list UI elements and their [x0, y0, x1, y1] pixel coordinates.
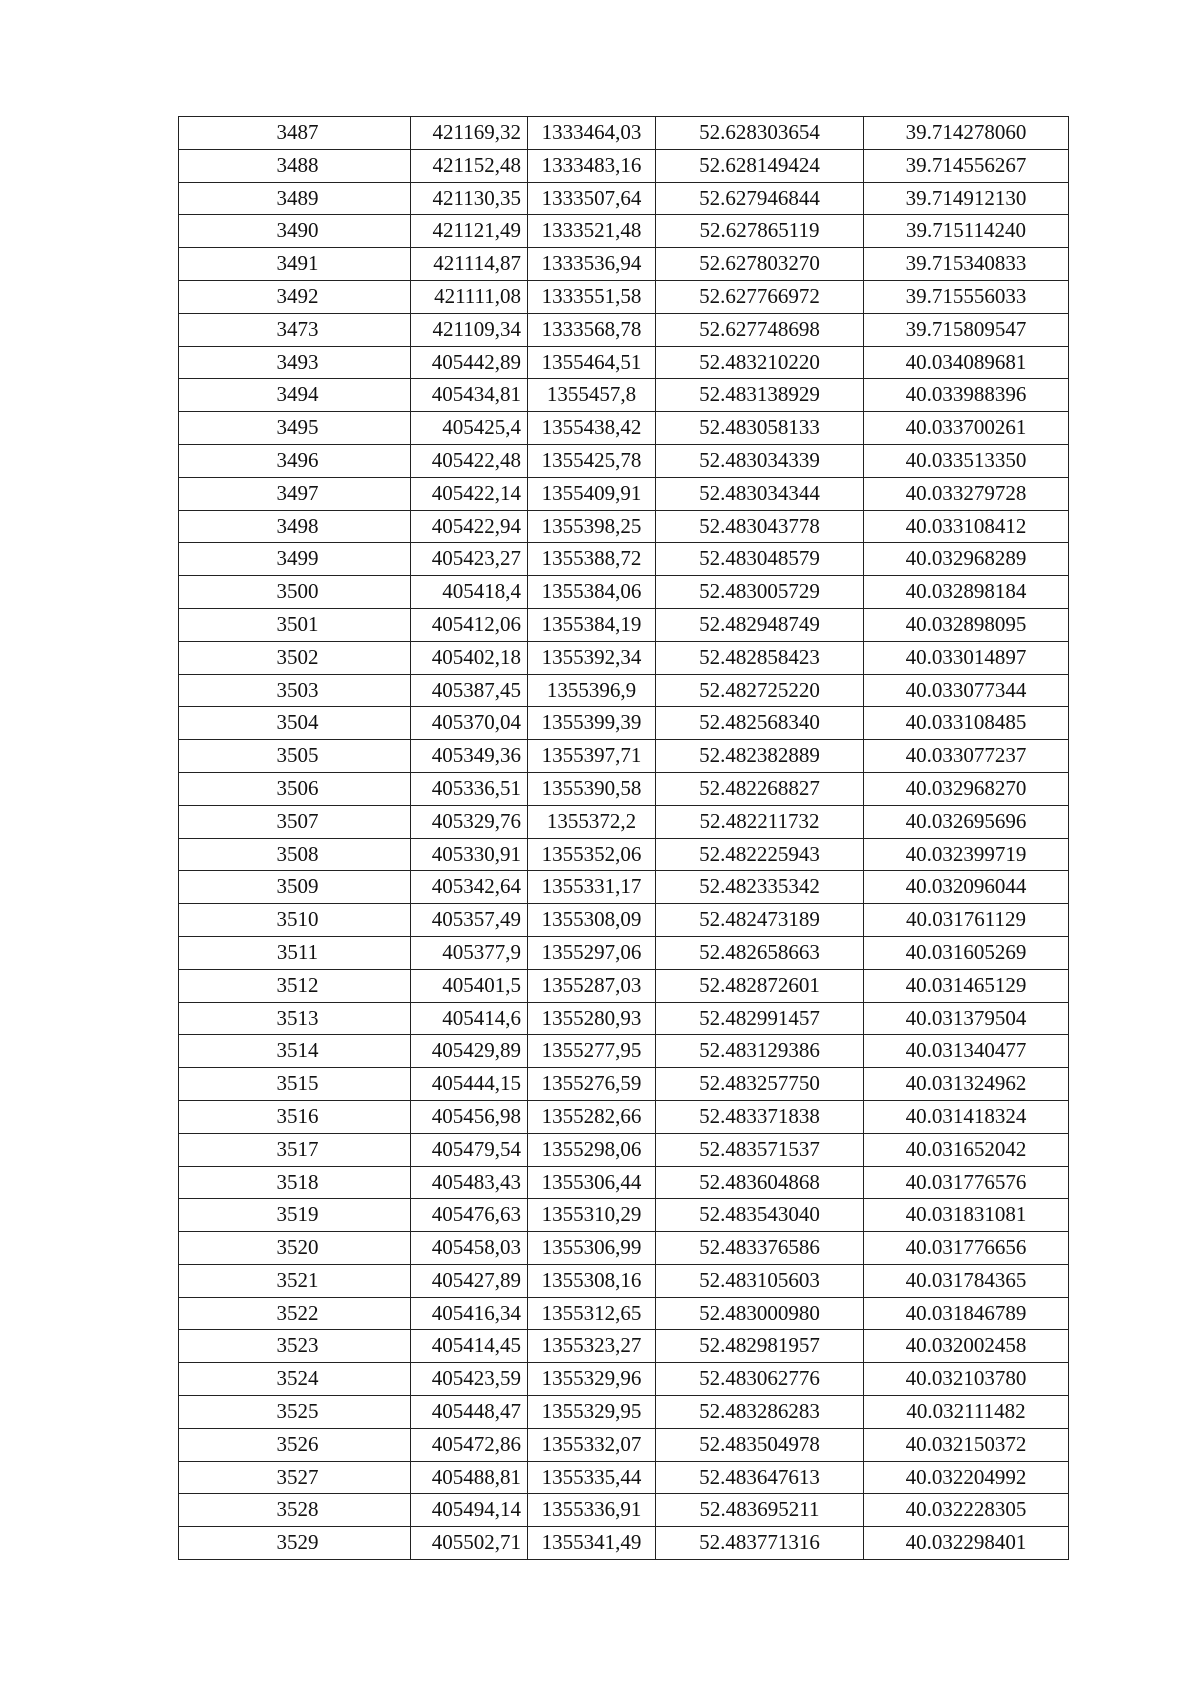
- table-row: [179, 1002, 1069, 1035]
- x-coordinate-cell: 405488,81: [411, 1461, 528, 1494]
- longitude-cell: 40.033988396: [864, 379, 1069, 412]
- table-row: [179, 772, 1069, 805]
- latitude-cell: 52.482725220: [656, 674, 864, 707]
- y-coordinate-cell: 1355384,19: [528, 608, 656, 641]
- longitude-cell: 40.033700261: [864, 412, 1069, 445]
- x-coordinate-cell: 405479,54: [411, 1133, 528, 1166]
- point-number-cell: 3520: [179, 1232, 411, 1265]
- latitude-cell: 52.483043778: [656, 510, 864, 543]
- y-coordinate-cell: 1333483,16: [528, 149, 656, 182]
- table-row: [179, 904, 1069, 937]
- x-coordinate-cell: 421152,48: [411, 149, 528, 182]
- longitude-cell: 39.715809547: [864, 313, 1069, 346]
- table-row: [179, 477, 1069, 510]
- table-row: [179, 674, 1069, 707]
- table-row: [179, 838, 1069, 871]
- latitude-cell: 52.482658663: [656, 936, 864, 969]
- y-coordinate-cell: 1355397,71: [528, 740, 656, 773]
- y-coordinate-cell: 1355306,44: [528, 1166, 656, 1199]
- x-coordinate-cell: 405342,64: [411, 871, 528, 904]
- latitude-cell: 52.483286283: [656, 1396, 864, 1429]
- point-number-cell: 3509: [179, 871, 411, 904]
- point-number-cell: 3500: [179, 576, 411, 609]
- y-coordinate-cell: 1333568,78: [528, 313, 656, 346]
- latitude-cell: 52.482991457: [656, 1002, 864, 1035]
- point-number-cell: 3514: [179, 1035, 411, 1068]
- longitude-cell: 40.033077344: [864, 674, 1069, 707]
- x-coordinate-cell: 405448,47: [411, 1396, 528, 1429]
- latitude-cell: 52.482568340: [656, 707, 864, 740]
- longitude-cell: 40.032898095: [864, 608, 1069, 641]
- point-number-cell: 3523: [179, 1330, 411, 1363]
- longitude-cell: 40.032096044: [864, 871, 1069, 904]
- latitude-cell: 52.482211732: [656, 805, 864, 838]
- x-coordinate-cell: 405422,14: [411, 477, 528, 510]
- point-number-cell: 3501: [179, 608, 411, 641]
- longitude-cell: 40.032103780: [864, 1363, 1069, 1396]
- point-number-cell: 3511: [179, 936, 411, 969]
- longitude-cell: 40.032204992: [864, 1461, 1069, 1494]
- x-coordinate-cell: 405422,94: [411, 510, 528, 543]
- y-coordinate-cell: 1355287,03: [528, 969, 656, 1002]
- point-number-cell: 3517: [179, 1133, 411, 1166]
- latitude-cell: 52.483058133: [656, 412, 864, 445]
- latitude-cell: 52.483695211: [656, 1494, 864, 1527]
- y-coordinate-cell: 1355352,06: [528, 838, 656, 871]
- latitude-cell: 52.482948749: [656, 608, 864, 641]
- table-row: [179, 248, 1069, 281]
- coordinates-table: [178, 116, 1069, 1560]
- longitude-cell: 40.034089681: [864, 346, 1069, 379]
- latitude-cell: 52.483105603: [656, 1264, 864, 1297]
- table-row: [179, 149, 1069, 182]
- table-row: [179, 1199, 1069, 1232]
- y-coordinate-cell: 1355392,34: [528, 641, 656, 674]
- longitude-cell: 39.714912130: [864, 182, 1069, 215]
- longitude-cell: 40.031761129: [864, 904, 1069, 937]
- table-row: [179, 543, 1069, 576]
- x-coordinate-cell: 405329,76: [411, 805, 528, 838]
- longitude-cell: 40.033279728: [864, 477, 1069, 510]
- y-coordinate-cell: 1355396,9: [528, 674, 656, 707]
- point-number-cell: 3492: [179, 280, 411, 313]
- longitude-cell: 40.033014897: [864, 641, 1069, 674]
- y-coordinate-cell: 1355297,06: [528, 936, 656, 969]
- table-row: [179, 1068, 1069, 1101]
- longitude-cell: 40.032898184: [864, 576, 1069, 609]
- latitude-cell: 52.483504978: [656, 1428, 864, 1461]
- point-number-cell: 3526: [179, 1428, 411, 1461]
- point-number-cell: 3497: [179, 477, 411, 510]
- y-coordinate-cell: 1355298,06: [528, 1133, 656, 1166]
- longitude-cell: 40.033513350: [864, 444, 1069, 477]
- y-coordinate-cell: 1355329,96: [528, 1363, 656, 1396]
- table-row: [179, 182, 1069, 215]
- y-coordinate-cell: 1355282,66: [528, 1100, 656, 1133]
- y-coordinate-cell: 1355280,93: [528, 1002, 656, 1035]
- x-coordinate-cell: 421111,08: [411, 280, 528, 313]
- y-coordinate-cell: 1355308,16: [528, 1264, 656, 1297]
- latitude-cell: 52.627766972: [656, 280, 864, 313]
- table-row: [179, 1428, 1069, 1461]
- latitude-cell: 52.483257750: [656, 1068, 864, 1101]
- x-coordinate-cell: 421121,49: [411, 215, 528, 248]
- longitude-cell: 40.031324962: [864, 1068, 1069, 1101]
- y-coordinate-cell: 1333551,58: [528, 280, 656, 313]
- point-number-cell: 3512: [179, 969, 411, 1002]
- longitude-cell: 40.031831081: [864, 1199, 1069, 1232]
- point-number-cell: 3505: [179, 740, 411, 773]
- longitude-cell: 39.715340833: [864, 248, 1069, 281]
- point-number-cell: 3491: [179, 248, 411, 281]
- latitude-cell: 52.627865119: [656, 215, 864, 248]
- latitude-cell: 52.483048579: [656, 543, 864, 576]
- latitude-cell: 52.483034339: [656, 444, 864, 477]
- point-number-cell: 3488: [179, 149, 411, 182]
- x-coordinate-cell: 405330,91: [411, 838, 528, 871]
- x-coordinate-cell: 405444,15: [411, 1068, 528, 1101]
- x-coordinate-cell: 405502,71: [411, 1527, 528, 1560]
- longitude-cell: 40.031340477: [864, 1035, 1069, 1068]
- y-coordinate-cell: 1355336,91: [528, 1494, 656, 1527]
- longitude-cell: 40.031776576: [864, 1166, 1069, 1199]
- longitude-cell: 40.032002458: [864, 1330, 1069, 1363]
- table-row: [179, 1264, 1069, 1297]
- longitude-cell: 40.032298401: [864, 1527, 1069, 1560]
- point-number-cell: 3510: [179, 904, 411, 937]
- y-coordinate-cell: 1355464,51: [528, 346, 656, 379]
- y-coordinate-cell: 1355335,44: [528, 1461, 656, 1494]
- y-coordinate-cell: 1355425,78: [528, 444, 656, 477]
- table-row: [179, 280, 1069, 313]
- point-number-cell: 3524: [179, 1363, 411, 1396]
- latitude-cell: 52.627946844: [656, 182, 864, 215]
- table-row: [179, 379, 1069, 412]
- y-coordinate-cell: 1355384,06: [528, 576, 656, 609]
- longitude-cell: 39.715114240: [864, 215, 1069, 248]
- longitude-cell: 40.031846789: [864, 1297, 1069, 1330]
- point-number-cell: 3487: [179, 117, 411, 150]
- x-coordinate-cell: 421114,87: [411, 248, 528, 281]
- latitude-cell: 52.483000980: [656, 1297, 864, 1330]
- x-coordinate-cell: 405494,14: [411, 1494, 528, 1527]
- longitude-cell: 39.714556267: [864, 149, 1069, 182]
- point-number-cell: 3508: [179, 838, 411, 871]
- latitude-cell: 52.483062776: [656, 1363, 864, 1396]
- latitude-cell: 52.482473189: [656, 904, 864, 937]
- latitude-cell: 52.483005729: [656, 576, 864, 609]
- x-coordinate-cell: 405427,89: [411, 1264, 528, 1297]
- x-coordinate-cell: 405423,59: [411, 1363, 528, 1396]
- point-number-cell: 3519: [179, 1199, 411, 1232]
- latitude-cell: 52.482872601: [656, 969, 864, 1002]
- point-number-cell: 3525: [179, 1396, 411, 1429]
- coordinates-table-body: [179, 117, 1069, 1560]
- longitude-cell: 40.033108412: [864, 510, 1069, 543]
- longitude-cell: 39.714278060: [864, 117, 1069, 150]
- x-coordinate-cell: 405423,27: [411, 543, 528, 576]
- point-number-cell: 3513: [179, 1002, 411, 1035]
- latitude-cell: 52.483129386: [656, 1035, 864, 1068]
- table-row: [179, 1133, 1069, 1166]
- table-row: [179, 576, 1069, 609]
- latitude-cell: 52.627803270: [656, 248, 864, 281]
- longitude-cell: 40.032111482: [864, 1396, 1069, 1429]
- y-coordinate-cell: 1355399,39: [528, 707, 656, 740]
- point-number-cell: 3506: [179, 772, 411, 805]
- y-coordinate-cell: 1355398,25: [528, 510, 656, 543]
- table-row: [179, 313, 1069, 346]
- y-coordinate-cell: 1333507,64: [528, 182, 656, 215]
- table-row: [179, 805, 1069, 838]
- longitude-cell: 40.032968270: [864, 772, 1069, 805]
- table-row: [179, 1396, 1069, 1429]
- longitude-cell: 40.032150372: [864, 1428, 1069, 1461]
- latitude-cell: 52.628149424: [656, 149, 864, 182]
- y-coordinate-cell: 1355388,72: [528, 543, 656, 576]
- point-number-cell: 3494: [179, 379, 411, 412]
- latitude-cell: 52.482225943: [656, 838, 864, 871]
- x-coordinate-cell: 405402,18: [411, 641, 528, 674]
- x-coordinate-cell: 405412,06: [411, 608, 528, 641]
- table-row: [179, 1494, 1069, 1527]
- point-number-cell: 3490: [179, 215, 411, 248]
- point-number-cell: 3502: [179, 641, 411, 674]
- point-number-cell: 3527: [179, 1461, 411, 1494]
- table-row: [179, 346, 1069, 379]
- y-coordinate-cell: 1355277,95: [528, 1035, 656, 1068]
- table-row: [179, 1166, 1069, 1199]
- table-row: [179, 444, 1069, 477]
- point-number-cell: 3499: [179, 543, 411, 576]
- latitude-cell: 52.483571537: [656, 1133, 864, 1166]
- latitude-cell: 52.483371838: [656, 1100, 864, 1133]
- y-coordinate-cell: 1355323,27: [528, 1330, 656, 1363]
- longitude-cell: 40.031465129: [864, 969, 1069, 1002]
- table-row: [179, 936, 1069, 969]
- longitude-cell: 40.031418324: [864, 1100, 1069, 1133]
- y-coordinate-cell: 1333536,94: [528, 248, 656, 281]
- y-coordinate-cell: 1333464,03: [528, 117, 656, 150]
- x-coordinate-cell: 405349,36: [411, 740, 528, 773]
- y-coordinate-cell: 1355331,17: [528, 871, 656, 904]
- table-row: [179, 740, 1069, 773]
- x-coordinate-cell: 405429,89: [411, 1035, 528, 1068]
- x-coordinate-cell: 405434,81: [411, 379, 528, 412]
- table-row: [179, 871, 1069, 904]
- y-coordinate-cell: 1355332,07: [528, 1428, 656, 1461]
- x-coordinate-cell: 405425,4: [411, 412, 528, 445]
- longitude-cell: 40.031652042: [864, 1133, 1069, 1166]
- table-row: [179, 1363, 1069, 1396]
- latitude-cell: 52.482268827: [656, 772, 864, 805]
- latitude-cell: 52.483034344: [656, 477, 864, 510]
- y-coordinate-cell: 1355457,8: [528, 379, 656, 412]
- longitude-cell: 40.033077237: [864, 740, 1069, 773]
- y-coordinate-cell: 1355310,29: [528, 1199, 656, 1232]
- longitude-cell: 40.031379504: [864, 1002, 1069, 1035]
- latitude-cell: 52.482335342: [656, 871, 864, 904]
- table-row: [179, 117, 1069, 150]
- table-row: [179, 1297, 1069, 1330]
- longitude-cell: 40.031605269: [864, 936, 1069, 969]
- y-coordinate-cell: 1355341,49: [528, 1527, 656, 1560]
- latitude-cell: 52.627748698: [656, 313, 864, 346]
- table-row: [179, 510, 1069, 543]
- y-coordinate-cell: 1355306,99: [528, 1232, 656, 1265]
- y-coordinate-cell: 1355312,65: [528, 1297, 656, 1330]
- point-number-cell: 3493: [179, 346, 411, 379]
- point-number-cell: 3498: [179, 510, 411, 543]
- y-coordinate-cell: 1355308,09: [528, 904, 656, 937]
- x-coordinate-cell: 421130,35: [411, 182, 528, 215]
- y-coordinate-cell: 1355390,58: [528, 772, 656, 805]
- latitude-cell: 52.482858423: [656, 641, 864, 674]
- y-coordinate-cell: 1355276,59: [528, 1068, 656, 1101]
- latitude-cell: 52.482981957: [656, 1330, 864, 1363]
- y-coordinate-cell: 1355372,2: [528, 805, 656, 838]
- table-row: [179, 608, 1069, 641]
- table-row: [179, 412, 1069, 445]
- latitude-cell: 52.483543040: [656, 1199, 864, 1232]
- x-coordinate-cell: 421109,34: [411, 313, 528, 346]
- longitude-cell: 40.032968289: [864, 543, 1069, 576]
- point-number-cell: 3489: [179, 182, 411, 215]
- table-row: [179, 1527, 1069, 1560]
- table-row: [179, 1100, 1069, 1133]
- longitude-cell: 39.715556033: [864, 280, 1069, 313]
- point-number-cell: 3495: [179, 412, 411, 445]
- table-row: [179, 1232, 1069, 1265]
- x-coordinate-cell: 405401,5: [411, 969, 528, 1002]
- longitude-cell: 40.031776656: [864, 1232, 1069, 1265]
- latitude-cell: 52.628303654: [656, 117, 864, 150]
- x-coordinate-cell: 405483,43: [411, 1166, 528, 1199]
- longitude-cell: 40.032399719: [864, 838, 1069, 871]
- x-coordinate-cell: 405418,4: [411, 576, 528, 609]
- latitude-cell: 52.483210220: [656, 346, 864, 379]
- y-coordinate-cell: 1355409,91: [528, 477, 656, 510]
- table-row: [179, 1461, 1069, 1494]
- table-row: [179, 215, 1069, 248]
- table-row: [179, 707, 1069, 740]
- y-coordinate-cell: 1333521,48: [528, 215, 656, 248]
- point-number-cell: 3516: [179, 1100, 411, 1133]
- point-number-cell: 3528: [179, 1494, 411, 1527]
- point-number-cell: 3522: [179, 1297, 411, 1330]
- longitude-cell: 40.031784365: [864, 1264, 1069, 1297]
- y-coordinate-cell: 1355438,42: [528, 412, 656, 445]
- latitude-cell: 52.483138929: [656, 379, 864, 412]
- x-coordinate-cell: 405387,45: [411, 674, 528, 707]
- longitude-cell: 40.032228305: [864, 1494, 1069, 1527]
- x-coordinate-cell: 405416,34: [411, 1297, 528, 1330]
- point-number-cell: 3518: [179, 1166, 411, 1199]
- latitude-cell: 52.483604868: [656, 1166, 864, 1199]
- point-number-cell: 3507: [179, 805, 411, 838]
- x-coordinate-cell: 405357,49: [411, 904, 528, 937]
- latitude-cell: 52.483771316: [656, 1527, 864, 1560]
- x-coordinate-cell: 405336,51: [411, 772, 528, 805]
- x-coordinate-cell: 405377,9: [411, 936, 528, 969]
- table-row: [179, 641, 1069, 674]
- point-number-cell: 3529: [179, 1527, 411, 1560]
- longitude-cell: 40.032695696: [864, 805, 1069, 838]
- longitude-cell: 40.033108485: [864, 707, 1069, 740]
- point-number-cell: 3521: [179, 1264, 411, 1297]
- point-number-cell: 3503: [179, 674, 411, 707]
- x-coordinate-cell: 405370,04: [411, 707, 528, 740]
- x-coordinate-cell: 405442,89: [411, 346, 528, 379]
- x-coordinate-cell: 405476,63: [411, 1199, 528, 1232]
- latitude-cell: 52.483376586: [656, 1232, 864, 1265]
- table-row: [179, 1035, 1069, 1068]
- point-number-cell: 3515: [179, 1068, 411, 1101]
- y-coordinate-cell: 1355329,95: [528, 1396, 656, 1429]
- x-coordinate-cell: 405458,03: [411, 1232, 528, 1265]
- latitude-cell: 52.483647613: [656, 1461, 864, 1494]
- point-number-cell: 3504: [179, 707, 411, 740]
- table-row: [179, 969, 1069, 1002]
- x-coordinate-cell: 405414,45: [411, 1330, 528, 1363]
- x-coordinate-cell: 405414,6: [411, 1002, 528, 1035]
- point-number-cell: 3496: [179, 444, 411, 477]
- table-row: [179, 1330, 1069, 1363]
- x-coordinate-cell: 421169,32: [411, 117, 528, 150]
- x-coordinate-cell: 405422,48: [411, 444, 528, 477]
- x-coordinate-cell: 405456,98: [411, 1100, 528, 1133]
- x-coordinate-cell: 405472,86: [411, 1428, 528, 1461]
- point-number-cell: 3473: [179, 313, 411, 346]
- latitude-cell: 52.482382889: [656, 740, 864, 773]
